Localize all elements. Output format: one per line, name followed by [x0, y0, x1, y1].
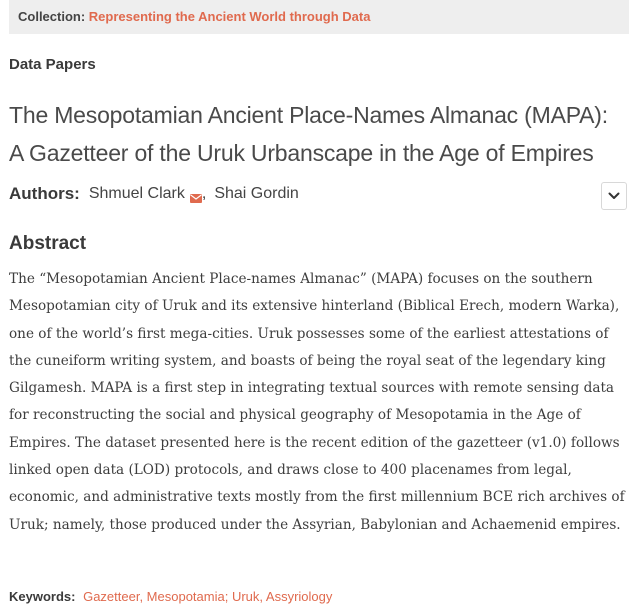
- authors-label: Authors:: [9, 184, 80, 203]
- author-link-1[interactable]: Shmuel Clark: [88, 185, 185, 202]
- authors-line: [9, 184, 299, 204]
- abstract-text: The “Mesopotamian Ancient Place-names Almanac” (MAPA) focuses on the southern Mesopotamian city of Uruk and its extensive hinterland (Biblical Erech, modern Warka), one of the world’s first mega-cities. Uruk possesses some of the earliest attestations of the cuneiform writing system, and boasts of being the royal seat of the legendary king Gilgamesh. MAPA is a first step in integrating textual sources with remote sensing data for reconstructing the social and physical geography of Mesopotamia in the Age of Empires. The dataset presented here is the recent edition of the gazetteer (v1.0) follows linked open data (LOD) protocols, and draws close to 400 placenames from legal, economic, and administrative texts mostly from the first millennium BCE rich archives of Uruk; namely, those produced under the Assyrian, Babylonian and Achaemenid empires.: [9, 271, 625, 533]
- collection-label: Collection:: [18, 9, 86, 24]
- collection-banner: [9, 0, 629, 34]
- section-label: Data Papers: [9, 56, 96, 73]
- expand-authors-button[interactable]: [601, 182, 627, 210]
- keywords-line: [9, 589, 332, 604]
- author-separator: ,: [201, 185, 207, 202]
- collection-link[interactable]: Representing the Ancient World through Data: [88, 9, 371, 24]
- envelope-icon[interactable]: [190, 190, 202, 199]
- article-title: The Mesopotamian Ancient Place-Names Almanac (MAPA): A Gazetteer of the Uruk Urbanscape in the Age of Empires: [9, 102, 608, 166]
- keywords-label: Keywords:: [9, 589, 76, 604]
- abstract-heading: Abstract: [9, 233, 87, 254]
- chevron-down-icon: [608, 187, 620, 205]
- keywords-links[interactable]: Gazetteer, Mesopotamia; Uruk, Assyriology: [83, 589, 333, 604]
- author-link-2[interactable]: Shai Gordin: [214, 185, 299, 202]
